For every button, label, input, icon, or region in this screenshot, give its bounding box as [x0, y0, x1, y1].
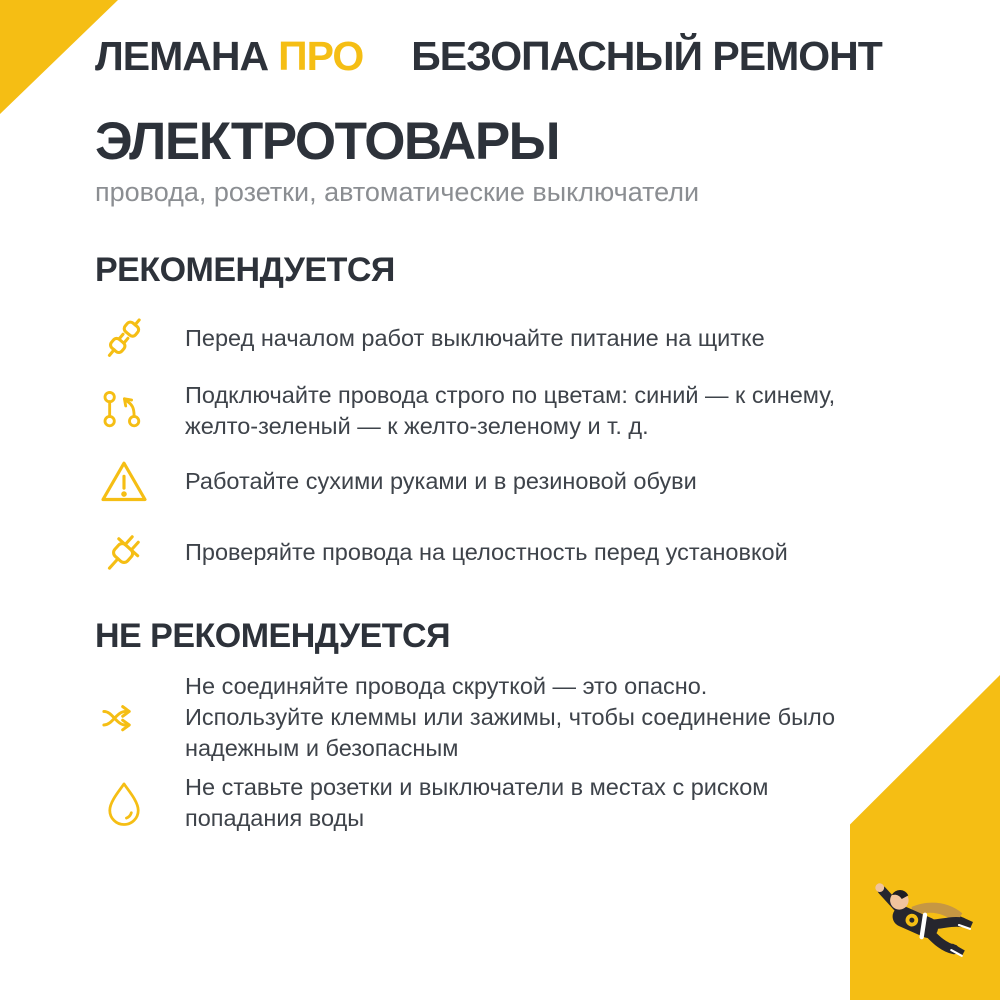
- item-text: Перед началом работ выключайте питание на щитке: [185, 324, 765, 351]
- power-plug-icon: [95, 521, 153, 583]
- shuffle-arrows-icon: [95, 690, 153, 746]
- list-item: [95, 772, 940, 834]
- campaign-title: БЕЗОПАСНЫЙ РЕМОНТ: [411, 33, 882, 79]
- recommended-heading: РЕКОМЕНДУЕТСЯ: [95, 251, 395, 290]
- flying-handyman-superhero: [854, 852, 990, 988]
- item-text: Подключайте провода строго по цветам: синий — к синему, желто-зеленый — к желто-зеленому и т. д.: [185, 382, 836, 440]
- warning-triangle-icon: [95, 454, 153, 510]
- not-recommended-list: [95, 671, 940, 834]
- item-text: Не соединяйте провода скруткой — это опасно. Используйте клеммы или зажимы, чтобы соединение было надежным и безопасным: [185, 673, 836, 762]
- logo-secondary-text: ПРО: [278, 33, 364, 79]
- page-subtitle: провода, розетки, автоматические выключатели: [95, 177, 700, 208]
- logo-primary-text: ЛЕМАНА: [95, 33, 269, 79]
- list-item: [95, 380, 940, 442]
- list-item: [95, 307, 940, 369]
- list-item: [95, 521, 940, 583]
- lemana-pro-logo: [95, 33, 364, 79]
- disconnected-plugs-icon: [95, 307, 153, 369]
- item-text: Не ставьте розетки и выключатели в местах с риском попадания воды: [185, 774, 769, 832]
- wire-color-matching-icon: [95, 382, 153, 440]
- header: [95, 33, 940, 79]
- water-drop-icon: [95, 773, 153, 833]
- not-recommended-heading: НЕ РЕКОМЕНДУЕТСЯ: [95, 617, 451, 656]
- list-item: [95, 671, 940, 764]
- item-text: Работайте сухими руками и в резиновой обуви: [185, 468, 697, 495]
- page-title: ЭЛЕКТРОТОВАРЫ: [95, 112, 560, 171]
- list-item: [95, 453, 940, 510]
- item-text: Проверяйте провода на целостность перед установкой: [185, 538, 788, 565]
- recommended-list: [95, 307, 940, 583]
